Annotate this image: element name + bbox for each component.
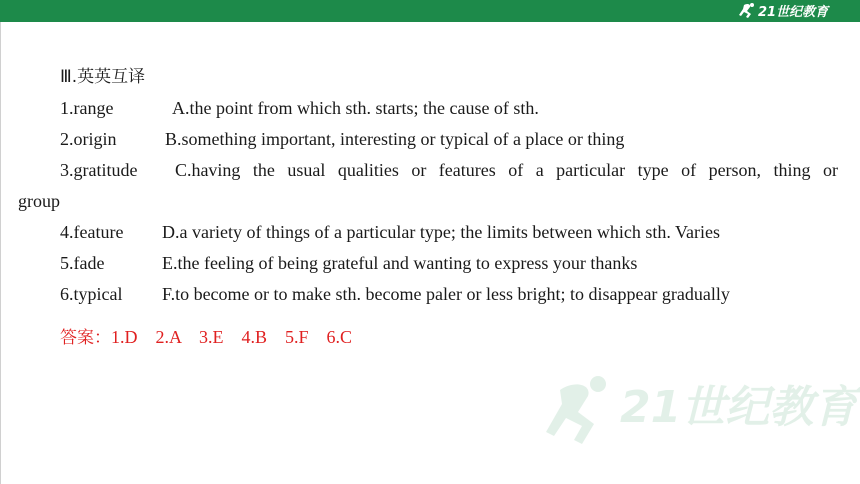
list-item: [18, 217, 838, 248]
left-divider: [0, 22, 1, 484]
item-definition-continued: group: [18, 191, 60, 211]
item-word: 2.origin: [60, 129, 117, 149]
answer-values: 1.D 2.A 3.E 4.B 5.F 6.C: [111, 327, 353, 347]
item-word: 1.range: [60, 98, 114, 118]
list-item: [18, 248, 838, 279]
item-definition: E.the feeling of being grateful and wanting to express your thanks: [162, 253, 638, 273]
header-bar: [0, 0, 860, 22]
watermark-logo: [540, 370, 858, 465]
answer-label: 答案：: [60, 328, 111, 348]
item-word: 5.fade: [60, 253, 105, 273]
item-definition: B.something important, interesting or typical of a place or thing: [165, 129, 625, 149]
item-definition: A.the point from which sth. starts; the cause of sth.: [172, 98, 539, 118]
runner-logo-icon: [738, 2, 830, 20]
list-item: [18, 155, 838, 186]
section-title: Ⅲ.英英互译: [60, 67, 146, 87]
exercise-content: [18, 62, 838, 354]
item-word: 4.feature: [60, 222, 124, 242]
item-word: 6.typical: [60, 284, 123, 304]
item-definition: C.having the usual qualities or features of a particular type of person, thing or: [174, 160, 839, 180]
item-definition: F.to become or to make sth. become paler or less bright; to disappear gradually: [162, 284, 730, 304]
list-item: [18, 279, 838, 310]
item-definition: D.a variety of things of a particular type; the limits between which sth. Varies: [162, 222, 721, 242]
list-item: [18, 124, 838, 155]
answer-line: [18, 322, 838, 354]
brand-logo: [738, 1, 830, 21]
list-item-continuation: [18, 186, 838, 217]
list-item: [18, 93, 838, 124]
svg-text:21世纪教育: 21世纪教育: [620, 382, 858, 433]
watermark-runner-icon: [540, 370, 858, 460]
svg-text:21世纪教育: 21世纪教育: [758, 5, 829, 20]
item-word: 3.gratitude: [60, 160, 138, 180]
